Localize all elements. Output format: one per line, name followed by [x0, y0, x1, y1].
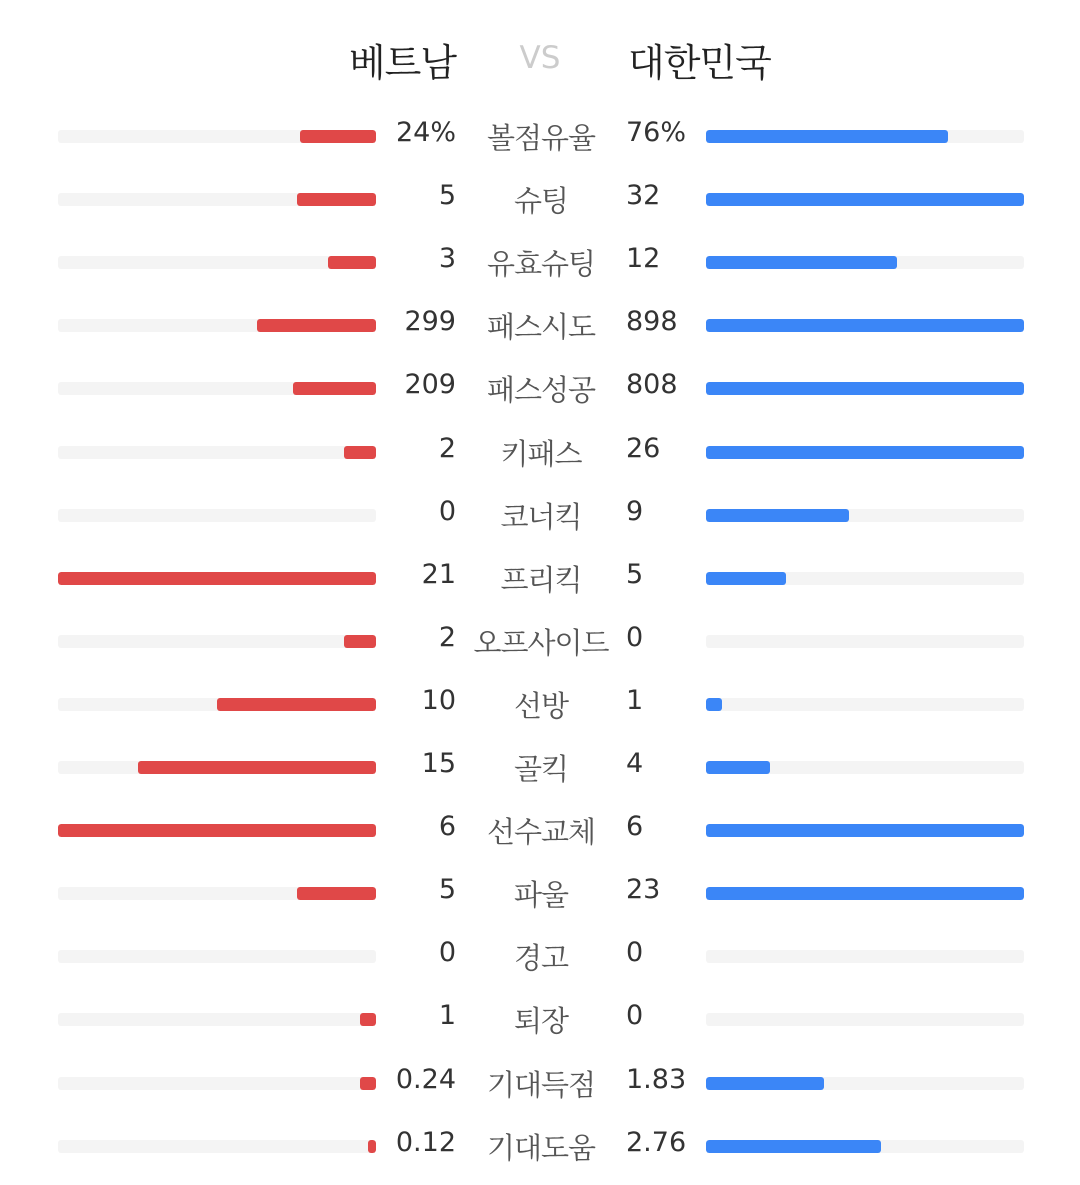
away-value: 1	[626, 685, 644, 716]
home-value: 299	[404, 306, 456, 337]
away-bar-fill	[706, 382, 1024, 395]
home-value: 10	[421, 685, 456, 716]
home-value: 0	[438, 496, 456, 527]
away-bar-track	[706, 509, 1024, 522]
away-bar-fill	[706, 572, 786, 585]
away-bar-track	[706, 1077, 1024, 1090]
home-team-name: 베트남	[348, 41, 456, 85]
stat-label: 키패스	[500, 437, 582, 471]
home-bar-track	[58, 319, 376, 332]
away-bar-fill	[706, 193, 1024, 206]
home-value: 0	[438, 937, 456, 968]
home-bar-track	[58, 698, 376, 711]
stat-label: 경고	[513, 941, 569, 975]
home-bar-track	[58, 635, 376, 648]
home-value: 0.24	[395, 1064, 456, 1095]
away-bar-track	[706, 635, 1024, 648]
away-bar-track	[706, 319, 1024, 332]
stat-row	[0, 360, 1080, 416]
stat-row	[0, 739, 1080, 795]
away-team-name: 대한민국	[628, 41, 771, 85]
away-bar-fill	[706, 1077, 824, 1090]
away-value: 898	[626, 306, 678, 337]
home-bar-fill	[138, 761, 377, 774]
away-bar-fill	[706, 824, 1024, 837]
stat-row	[0, 991, 1080, 1047]
away-bar-fill	[706, 256, 897, 269]
stat-row	[0, 171, 1080, 227]
home-bar-track	[58, 824, 376, 837]
stat-row	[0, 234, 1080, 290]
away-value: 4	[626, 748, 644, 779]
home-bar-fill	[300, 130, 376, 143]
vs-label: VS	[519, 40, 561, 76]
home-value: 5	[438, 180, 456, 211]
away-bar-track	[706, 761, 1024, 774]
home-bar-track	[58, 509, 376, 522]
away-value: 32	[626, 180, 661, 211]
home-bar-fill	[360, 1077, 376, 1090]
away-bar-fill	[706, 446, 1024, 459]
home-bar-fill	[58, 572, 376, 585]
away-bar-track	[706, 193, 1024, 206]
away-bar-fill	[706, 761, 770, 774]
away-bar-track	[706, 130, 1024, 143]
home-bar-fill	[297, 887, 377, 900]
away-bar-track	[706, 382, 1024, 395]
stat-row	[0, 1118, 1080, 1174]
home-bar-fill	[328, 256, 376, 269]
home-bar-track	[58, 256, 376, 269]
away-value: 1.83	[626, 1064, 687, 1095]
stat-row	[0, 550, 1080, 606]
home-value: 5	[438, 874, 456, 905]
home-value: 1	[438, 1000, 456, 1031]
home-bar-track	[58, 446, 376, 459]
home-value: 15	[421, 748, 456, 779]
stat-label: 슈팅	[513, 184, 569, 218]
home-value: 2	[438, 622, 456, 653]
away-value: 9	[626, 496, 644, 527]
stat-row	[0, 1055, 1080, 1111]
home-bar-fill	[293, 382, 376, 395]
stat-label: 볼점유율	[486, 121, 596, 155]
stat-label: 선수교체	[486, 815, 596, 849]
away-value: 5	[626, 559, 644, 590]
stat-row	[0, 487, 1080, 543]
home-bar-track	[58, 193, 376, 206]
away-bar-fill	[706, 887, 1024, 900]
away-value: 2.76	[626, 1127, 687, 1158]
home-bar-fill	[257, 319, 376, 332]
stat-label: 기대도움	[486, 1131, 596, 1165]
home-bar-fill	[344, 446, 376, 459]
home-bar-track	[58, 130, 376, 143]
stat-label: 유효슈팅	[486, 247, 596, 281]
away-value: 0	[626, 622, 644, 653]
home-bar-track	[58, 1013, 376, 1026]
home-bar-track	[58, 1140, 376, 1153]
away-value: 808	[626, 369, 678, 400]
home-bar-track	[58, 887, 376, 900]
home-bar-fill	[297, 193, 377, 206]
away-bar-fill	[706, 1140, 881, 1153]
away-bar-fill	[706, 698, 722, 711]
away-bar-track	[706, 824, 1024, 837]
home-bar-track	[58, 572, 376, 585]
home-value: 24%	[395, 117, 456, 148]
home-bar-track	[58, 1077, 376, 1090]
stat-label: 기대득점	[486, 1068, 596, 1102]
home-bar-fill	[368, 1140, 376, 1153]
stat-row	[0, 424, 1080, 480]
home-value: 0.12	[395, 1127, 456, 1158]
stat-label: 선방	[513, 689, 569, 723]
stat-label: 패스시도	[486, 310, 596, 344]
home-value: 6	[438, 811, 456, 842]
stat-row	[0, 928, 1080, 984]
stat-label: 오프사이드	[473, 626, 609, 660]
stat-row	[0, 676, 1080, 732]
away-value: 0	[626, 1000, 644, 1031]
stat-row	[0, 108, 1080, 164]
stat-label: 파울	[513, 878, 569, 912]
stat-row	[0, 613, 1080, 669]
away-value: 0	[626, 937, 644, 968]
home-bar-fill	[360, 1013, 376, 1026]
away-bar-track	[706, 698, 1024, 711]
stat-label: 패스성공	[486, 373, 596, 407]
stat-label: 골킥	[513, 752, 569, 786]
away-bar-track	[706, 256, 1024, 269]
away-bar-fill	[706, 130, 948, 143]
home-value: 3	[438, 243, 456, 274]
away-value: 76%	[626, 117, 687, 148]
stat-label: 퇴장	[513, 1004, 569, 1038]
stat-label: 프리킥	[500, 563, 582, 597]
away-bar-fill	[706, 319, 1024, 332]
home-bar-fill	[344, 635, 376, 648]
home-bar-fill	[217, 698, 376, 711]
away-value: 6	[626, 811, 644, 842]
home-value: 209	[404, 369, 456, 400]
stat-label: 코너킥	[500, 500, 582, 534]
away-bar-track	[706, 572, 1024, 585]
away-bar-fill	[706, 509, 849, 522]
stat-row	[0, 802, 1080, 858]
away-bar-track	[706, 887, 1024, 900]
away-bar-track	[706, 950, 1024, 963]
home-bar-track	[58, 761, 376, 774]
home-value: 21	[421, 559, 456, 590]
away-bar-track	[706, 446, 1024, 459]
stat-row	[0, 865, 1080, 921]
home-value: 2	[438, 433, 456, 464]
away-value: 23	[626, 874, 661, 905]
away-value: 12	[626, 243, 661, 274]
home-bar-track	[58, 382, 376, 395]
away-bar-track	[706, 1013, 1024, 1026]
home-bar-track	[58, 950, 376, 963]
home-bar-fill	[58, 824, 376, 837]
away-bar-track	[706, 1140, 1024, 1153]
match-header	[0, 26, 1080, 86]
away-value: 26	[626, 433, 661, 464]
stat-row	[0, 297, 1080, 353]
